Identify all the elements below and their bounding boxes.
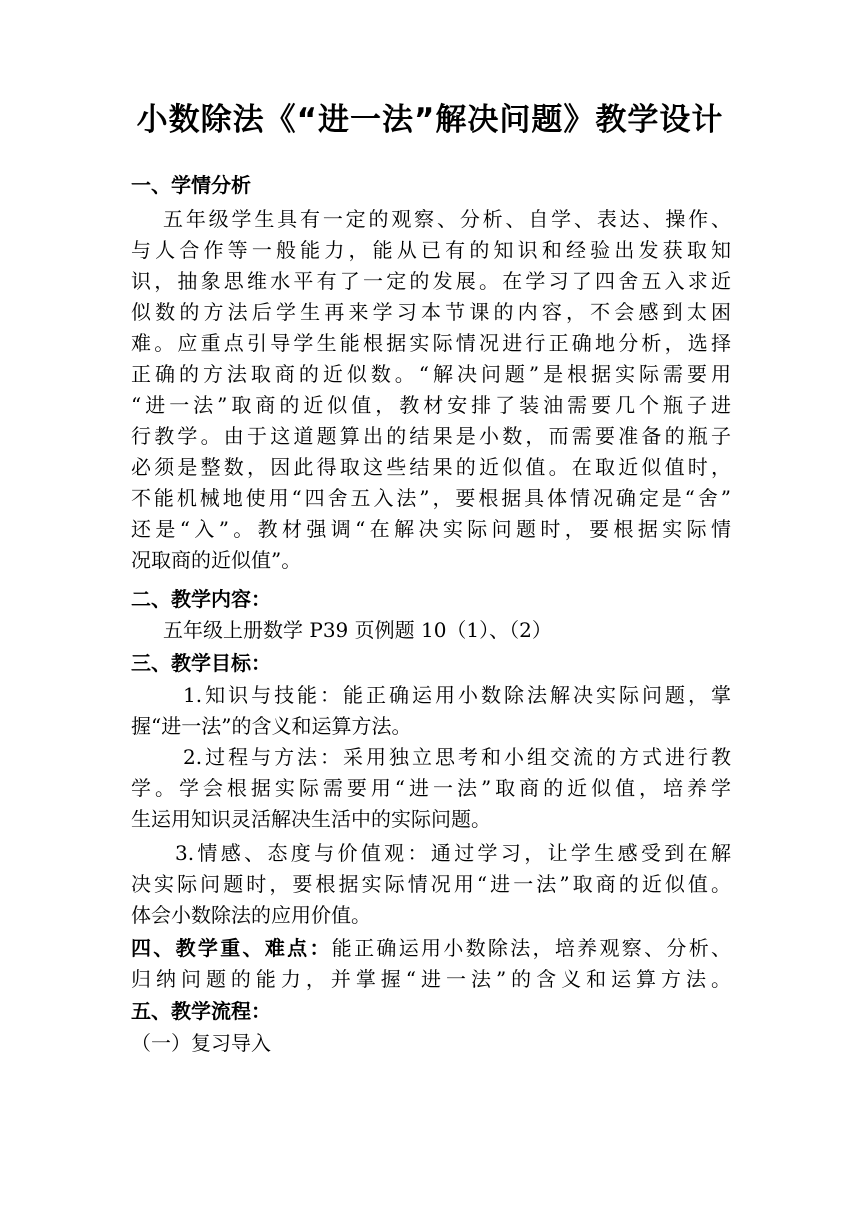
analysis-line: 况取商的近似值”。 <box>131 548 302 572</box>
section-heading-analysis: 一、学情分析 <box>131 173 251 197</box>
analysis-line: 难。应重点引导学生能根据实际情况进行正确地分析，选择 <box>131 331 731 355</box>
analysis-line: 不能机械地使用“四舍五入法”，要根据具体情况确定是“舍” <box>131 486 731 510</box>
keypoints-line: 归纳问题的能力，并掌握“进一法”的含义和运算方法。 <box>131 967 731 991</box>
analysis-line: 行教学。由于这道题算出的结果是小数，而需要准备的瓶子 <box>131 424 731 448</box>
goal-line: 2.过程与方法：采用独立思考和小组交流的方式进行教 <box>183 745 731 769</box>
goal-line: 学。学会根据实际需要用“进一法”取商的近似值，培养学 <box>131 776 731 800</box>
process-subheading: （一）复习导入 <box>131 1031 271 1055</box>
analysis-line: 似数的方法后学生再来学习本节课的内容，不会感到太困 <box>131 300 731 324</box>
goal-line: 决实际问题时，要根据实际情况用“进一法”取商的近似值。 <box>131 872 731 896</box>
goal-line: 握“进一法”的含义和运算方法。 <box>131 714 412 738</box>
goal-line: 生运用知识灵活解决生活中的实际问题。 <box>131 807 491 831</box>
analysis-line: 必须是整数，因此得取这些结果的近似值。在取近似值时， <box>131 455 731 479</box>
section-heading-process: 五、教学流程： <box>131 999 271 1023</box>
analysis-line: 与人合作等一般能力，能从已有的知识和经验出发获取知 <box>131 238 731 262</box>
analysis-line: “进一法”取商的近似值，教材安排了装油需要几个瓶子进 <box>131 393 731 417</box>
analysis-line: 五年级学生具有一定的观察、分析、自学、表达、操作、 <box>163 207 731 231</box>
analysis-line: 识，抽象思维水平有了一定的发展。在学习了四舍五入求近 <box>131 269 731 293</box>
goal-line: 体会小数除法的应用价值。 <box>131 903 371 927</box>
document-title: 小数除法《“进一法”解决问题》教学设计 <box>136 102 724 138</box>
content-text: 五年级上册数学 P39 页例题 10（1）、（2） <box>163 618 552 642</box>
analysis-line: 还是“入”。教材强调“在解决实际问题时，要根据实际情 <box>131 517 731 541</box>
goal-line: 3.情感、态度与价值观：通过学习，让学生感受到在解 <box>175 841 731 865</box>
analysis-line: 正确的方法取商的近似数。“解决问题”是根据实际需要用 <box>131 362 731 386</box>
goal-line: 1.知识与技能：能正确运用小数除法解决实际问题，掌 <box>183 683 731 707</box>
section-heading-keypoints: 四、教学重、难点： <box>131 936 332 960</box>
keypoints-text: 能正确运用小数除法，培养观察、分析、 <box>331 936 732 960</box>
section-heading-goals: 三、教学目标： <box>131 651 271 675</box>
section-heading-content: 二、教学内容： <box>131 587 271 611</box>
keypoints-line <box>131 933 731 963</box>
